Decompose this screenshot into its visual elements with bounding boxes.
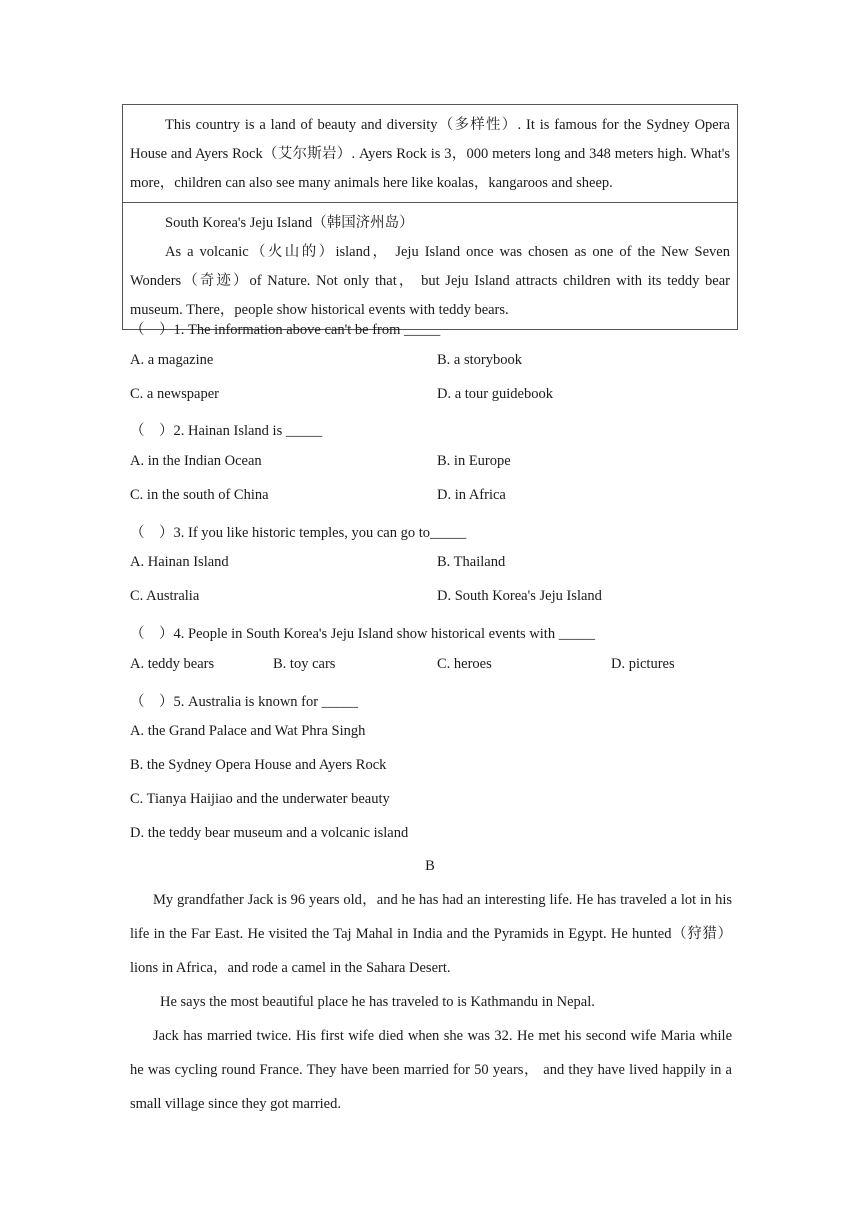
q2-option-c[interactable]: C. in the south of China — [130, 487, 269, 503]
q1-option-a[interactable]: A. a magazine — [130, 352, 214, 368]
section-b-paragraph-1: My grandfather Jack is 96 years old，and he has had an interesting life. He has traveled a lot in his life in the Far East. He visited the Taj Mahal in India and the Pyramids in Egypt. He hunted（狩猎）lions in Africa，and rode a camel in the Sahara Desert. — [130, 892, 732, 976]
q2-option-b[interactable]: B. in Europe — [437, 453, 511, 469]
q1-option-b[interactable]: B. a storybook — [437, 352, 522, 368]
section-b-paragraph-3: Jack has married twice. His first wife died when she was 32. He met his second wife Maria while he was cycling round France. They have been married for 50 years， and they have lived happily in a small village since they got married. — [130, 1028, 732, 1112]
section-b-heading: B — [425, 858, 435, 874]
australia-cell — [123, 105, 737, 202]
q3-option-a[interactable]: A. Hainan Island — [130, 554, 229, 570]
jeju-title: South Korea's Jeju Island（韩国济州岛） — [165, 215, 414, 231]
question-3-stem: （ ）3. If you like historic temples, you can go to_____ — [130, 525, 467, 541]
q2-option-d[interactable]: D. in Africa — [437, 487, 506, 503]
question-1-stem: （ ）1. The information above can't be from _____ — [130, 322, 441, 338]
question-2-stem: （ ）2. Hainan Island is _____ — [130, 423, 323, 439]
q5-option-a[interactable]: A. the Grand Palace and Wat Phra Singh — [130, 723, 366, 739]
question-5-stem: （ ）5. Australia is known for _____ — [130, 694, 358, 710]
q3-option-c[interactable]: C. Australia — [130, 588, 200, 604]
section-b-paragraph-2: He says the most beautiful place he has traveled to is Kathmandu in Nepal. — [160, 994, 595, 1010]
q5-option-c[interactable]: C. Tianya Haijiao and the underwater beauty — [130, 791, 390, 807]
q4-option-c[interactable]: C. heroes — [437, 656, 492, 672]
jeju-cell — [123, 202, 737, 329]
q4-option-d[interactable]: D. pictures — [611, 656, 675, 672]
question-4-stem: （ ）4. People in South Korea's Jeju Island show historical events with _____ — [130, 626, 595, 642]
q1-option-d[interactable]: D. a tour guidebook — [437, 386, 553, 402]
q3-option-b[interactable]: B. Thailand — [437, 554, 506, 570]
reading-table — [122, 104, 738, 330]
q5-option-b[interactable]: B. the Sydney Opera House and Ayers Rock — [130, 757, 387, 773]
q4-option-a[interactable]: A. teddy bears — [130, 656, 215, 672]
q4-option-b[interactable]: B. toy cars — [273, 656, 336, 672]
q2-option-a[interactable]: A. in the Indian Ocean — [130, 453, 262, 469]
q1-option-c[interactable]: C. a newspaper — [130, 386, 219, 402]
jeju-text: As a volcanic（火山的）island， Jeju Island once was chosen as one of the New Seven Wonders（奇迹）of Nature. Not only that， but Jeju Island attracts children with its teddy bear museum. There，people show historical events with teddy bears. — [130, 244, 730, 318]
q5-option-d[interactable]: D. the teddy bear museum and a volcanic island — [130, 825, 409, 841]
australia-text: This country is a land of beauty and diversity（多样性）. It is famous for the Sydney Opera House and Ayers Rock（艾尔斯岩）. Ayers Rock is 3，000 meters long and 348 meters high. What's more，children can also see many animals here like koalas，kangaroos and sheep. — [130, 117, 730, 191]
q3-option-d[interactable]: D. South Korea's Jeju Island — [437, 588, 602, 604]
